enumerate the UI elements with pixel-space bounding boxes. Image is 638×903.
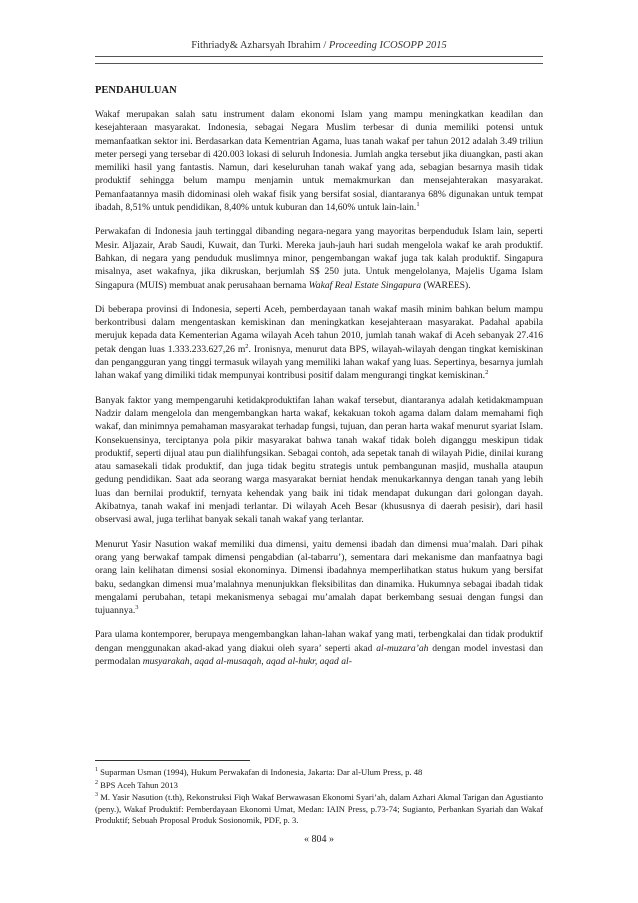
paragraph-text: Di beberapa provinsi di Indonesia, seperti Aceh, pemberdayaan tanah wakaf masih minim bahkan belum mampu berkontribusi dalam mengentaskan kemiskinan dan meningkatkan kesejahteraan masyarakat. Padahal apabila merujuk kepada data Kementerian Agama wilayah Aceh tahun 2010, jumlah tanah wakaf di Aceh sebanyak 27.416 petak dengan luas 1.333.233.627,26 m (95, 303, 543, 355)
italic-term: aqad al-hukr, aqad al- (266, 655, 352, 667)
footnote-text: M. Yasir Nasution (t.th), Rekonstruksi Fiqh Wakaf Berwawasan Ekonomi Syari’ah, dalam Azhari Akmal Tarigan dan Agustianto (peny.), Wakaf Produktif: Pemberdayaan Ekonomi Umat, Medan: IAIN Press, p.73-74; Sugianto, Perbankan Syariah dan Wakaf Produktif; Sebuah Proposal Produk Sosionomik, PDF, p. 3. (95, 792, 543, 825)
paragraph-2 (95, 225, 543, 291)
footnote-text: Suparman Usman (1994), Hukum Perwakafan di Indonesia, Jakarta: Dar al-Ulum Press, p. 48 (100, 767, 423, 777)
separator: , (261, 655, 267, 667)
unit-superscript: 2 (245, 342, 249, 350)
italic-term: Wakaf Real Estate Singapura (308, 279, 422, 291)
footnote-ref[interactable]: 2 (485, 369, 489, 377)
paragraph-tail: (WAREES). (421, 279, 471, 291)
section-title: PENDAHULUAN (95, 85, 177, 96)
header-double-rule (95, 56, 543, 64)
footnote-rule (95, 760, 250, 761)
main-content (95, 85, 543, 679)
separator: , (189, 655, 195, 667)
footnote-number: 2 (95, 779, 98, 786)
page-number: « 804 » (304, 834, 334, 845)
paragraph-text: Banyak faktor yang mempengaruhi ketidakproduktifan lahan wakaf tersebut, diantaranya adalah ketidakmampuan Nadzir dalam mengelola dan mengembangkan harta wakaf, kekakuan tokoh agama dalam dalam memahami fiqh wakaf, dan minimnya pemahaman masyarakat terhadap fungsi, tujuan, dan peran harta wakaf menurut syariat Islam. Konsekuensinya, terciptanya pola pikir masyarakat bahwa tanah wakaf tidak boleh diganggu meskipun tidak produktif, seperti dijual atau pun dialihfungsikan. Sebagai contoh, ada sepetak tanah di wilayah Pidie, dinilai kurang atau samasekali tidak produktif, dan juga tidak begitu strategis untuk pembangunan masjid, mushalla ataupun gedung pendidikan. Saat ada seorang warga masyarakat berniat hendak menukarkannya dengan tanah yang lebih luas dan bernilai produktif, ternyata kehendak yang baik ini tidak mendapat dukungan dari golongan dayah. Akibatnya, tanah wakaf ini menjadi terlantar. Di wilayah Aceh Besar (khususnya di daerah pesisir), dari hasil observasi awal, juga terlihat banyak sekali tanah wakaf yang terlantar. (95, 394, 543, 526)
footnote-number: 1 (95, 767, 98, 774)
paragraph-text: Para ulama kontemporer, berupaya mengembangkan lahan-lahan wakaf yang mati, terbengkalai dan tidak produktif dengan menggunakan akad-akad yang diakui oleh syara’ seperti akad (95, 629, 543, 654)
footnote-2 (95, 780, 543, 792)
footnote-text: BPS Aceh Tahun 2013 (100, 779, 178, 790)
footnotes (95, 767, 543, 828)
paragraph-text: Perwakafan di Indonesia jauh tertinggal dibanding negara-negara yang mayoritas berpenduduk Islam lain, seperti Mesir. Aljazair, Arab Saudi, Kuwait, dan Turki. Mereka jauh-jauh hari sudah mengelola wakaf ke arah produktif. Bahkan, di negara yang penduduk muslimnya minor, pengembangan wakaf juga tak kalah produktif. Singapura misalnya, aset wakafnya, jika dikruskan, berjumlah S$ 250 juta. Untuk mengelolanya, Majelis Ugama Islam Singapura (MUIS) membuat anak perusahaan bernama (95, 226, 543, 291)
paragraph-text: Wakaf merupakan salah satu instrument dalam ekonomi Islam yang mampu meningkatkan keadilan dan kesejahteraan masyarakat. Indonesia, sebagai Negara Muslim terbesar di dunia memiliki potensi untuk memanfaatkan sektor ini. Berdasarkan data Kementrian Agama, luas tanah wakaf per tahun 2012 adalah 3.49 triliun meter persegi yang tersebar di 420.003 lokasi di seluruh Indonesia. Jumlah angka tersebut jika diuangkan, pasti akan memiliki hasil yang fantastis. Namun, dari keseluruhan tanah wakaf yang ada, sebagian besarnya masih tidak produktif sehingga belum mampu menjamin untuk memakmurkan dan mensejahterakan masyarakat. Pemanfaatannya masih didominasi oleh wakaf fisik yang bersifat sosial, diantaranya 68% digunakan untuk tempat ibadah, 8,51% untuk pendidikan, 8,40% untuk kuburan dan 14,60% untuk lain-lain. (95, 109, 543, 214)
italic-term: musyarakah (142, 655, 190, 667)
paragraph-4 (95, 394, 543, 527)
italic-term: al-muzara’ah (376, 642, 429, 654)
footnote-3 (95, 792, 543, 827)
paragraph-1 (95, 108, 543, 214)
footnote-ref[interactable]: 3 (135, 603, 139, 611)
paragraph-text-cont: . Ironisnya, menurut data BPS, wilayah-wilayah dengan tingkat kemiskinan dan pengangguran yang tinggi termasuk wilayah yang memiliki lahan wakaf yang luas. Sepertinya, besarnya jumlah lahan wakaf yang dimiliki tidak mempunyai kontribusi positif dalam mengurangi tingkat kemiskinan. (95, 343, 543, 382)
paragraph-3 (95, 303, 543, 383)
paragraph-5 (95, 538, 543, 618)
paragraph-text: Menurut Yasir Nasution wakaf memiliki dua dimensi, yaitu demensi ibadah dan dimensi mua’malah. Dari pihak orang yang berwakaf tampak dimensi pengabdian (al-tabarru’), sementara dari mekanisme dan manfaatnya bagi orang lain kelihatan dimensi sosial ekonominya. Dimensi ibadahnya memperlihatkan status hukum yang bersifat baku, sedangkan dimensi mua’malahnya menunjukkan fleksibilitas dan dinamika. Hukumnya sebagai ibadah tidak mengalami perubahan, tetapi mekanismenya sebagai mu’amalah dapat berkembang sesuai dengan fungsi dan tujuannya. (95, 538, 543, 617)
paragraph-text-cont: dengan model investasi dan permodalan (95, 642, 543, 667)
italic-term: aqad al-musaqah (194, 655, 262, 667)
running-header (95, 40, 543, 51)
footnote-number: 3 (95, 792, 98, 799)
footnote-1 (95, 767, 543, 779)
header-authors: Fithriady& Azharsyah Ibrahim / (191, 40, 329, 51)
header-venue: Proceeding ICOSOPP 2015 (328, 40, 447, 51)
footnote-ref[interactable]: 1 (416, 200, 420, 208)
paragraph-6 (95, 628, 543, 668)
